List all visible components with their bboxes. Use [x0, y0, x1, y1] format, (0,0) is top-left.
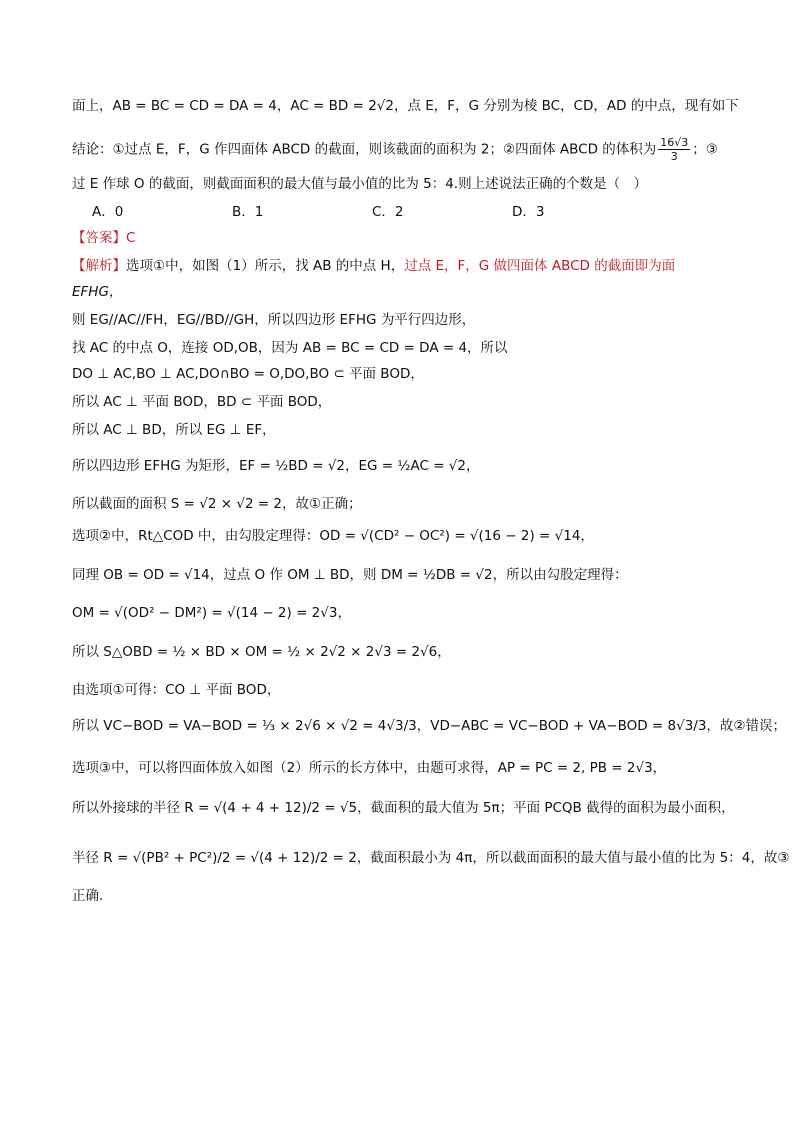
- analysis-tag: 【解析】: [72, 258, 126, 274]
- analysis-line-12: OM = √(OD² − DM²) = √(14 − 2) = 2√3，: [72, 605, 351, 621]
- analysis-line-8: 所以四边形 EFHG 为矩形，EF = ½BD = √2，EG = ½AC = √2，: [72, 458, 480, 474]
- option-a[interactable]: A．0: [92, 204, 124, 220]
- option-d[interactable]: D．3: [512, 204, 545, 220]
- analysis-line-17: 所以外接球的半径 R = √(4 + 4 + 12)/2 = √5，截面积的最大值为 5π；平面 PCQB 截得的面积为最小面积，: [72, 800, 735, 816]
- question-line-2-end: ；③: [692, 141, 718, 158]
- analysis-line-2: EFHG，: [72, 284, 123, 300]
- analysis-line-10: 选项②中，Rt△COD 中，由勾股定理得：OD = √(CD² − OC²) = √(16 − 2) = √14，: [72, 528, 594, 544]
- answer-options: [92, 200, 652, 220]
- volume-fraction-denominator: 3: [670, 150, 678, 163]
- volume-fraction-numerator: 16√3: [660, 136, 689, 149]
- answer-value: C: [126, 230, 136, 246]
- analysis-line-9: 所以截面的面积 S = √2 × √2 = 2，故①正确；: [72, 496, 362, 512]
- answer-line: [72, 228, 135, 248]
- analysis-line-14: 由选项①可得：CO ⊥ 平面 BOD，: [72, 682, 281, 698]
- analysis-line-19: 正确.: [72, 888, 104, 904]
- analysis-line-1: [72, 256, 675, 276]
- analysis-line-13: 所以 S△OBD = ½ × BD × OM = ½ × 2√2 × 2√3 = 2√6，: [72, 644, 451, 660]
- analysis-line-6: 所以 AC ⊥ 平面 BOD，BD ⊂ 平面 BOD，: [72, 394, 332, 410]
- analysis-line-4: 找 AC 的中点 O，连接 OD,OB，因为 AB = BC = CD = DA = 4，所以: [72, 340, 508, 356]
- question-line-2-text: 结论：①过点 E，F，G 作四面体 ABCD 的截面，则该截面的面积为 2；②四面体 ABCD 的体积为: [72, 141, 657, 158]
- analysis-line-1b: 过点 E，F，G 做四面体 ABCD 的截面即为面: [404, 258, 676, 274]
- option-b[interactable]: B．1: [232, 204, 264, 220]
- analysis-line-16: 选项③中，可以将四面体放入如图（2）所示的长方体中，由题可求得，AP = PC = 2, PB = 2√3，: [72, 760, 667, 776]
- analysis-line-11: 同理 OB = OD = √14，过点 O 作 OM ⊥ BD，则 DM = ½DB = √2，所以由勾股定理得：: [72, 567, 628, 583]
- analysis-line-1a: 选项①中，如图（1）所示，找 AB 的中点 H，: [126, 258, 405, 274]
- analysis-line-18: 半径 R = √(PB² + PC²)/2 = √(4 + 12)/2 = 2，截面积最小为 4π，所以截面面积的最大值与最小值的比为 5：4，故③: [72, 850, 790, 866]
- analysis-line-7: 所以 AC ⊥ BD，所以 EG ⊥ EF，: [72, 422, 276, 438]
- analysis-line-15: 所以 VC−BOD = VA−BOD = ⅓ × 2√6 × √2 = 4√3/3，VD−ABC = VC−BOD + VA−BOD = 8√3/3，故②错误；: [72, 718, 787, 734]
- question-line-1: 面上，AB = BC = CD = DA = 4，AC = BD = 2√2，点 E，F，G 分别为棱 BC，CD，AD 的中点，现有如下: [72, 98, 739, 114]
- answer-tag: 【答案】: [72, 230, 126, 246]
- analysis-line-5: DO ⊥ AC,BO ⊥ AC,DO∩BO = O,DO,BO ⊂ 平面 BOD，: [72, 366, 424, 382]
- question-line-3: 过 E 作球 O 的截面，则截面面积的最大值与最小值的比为 5：4.则上述说法正确的个数是（ ）: [72, 176, 648, 192]
- volume-fraction: [658, 136, 690, 163]
- option-c[interactable]: C．2: [372, 204, 404, 220]
- question-line-2: [72, 136, 718, 163]
- analysis-line-3: 则 EG//AC//FH，EG//BD//GH，所以四边形 EFHG 为平行四边形，: [72, 312, 476, 328]
